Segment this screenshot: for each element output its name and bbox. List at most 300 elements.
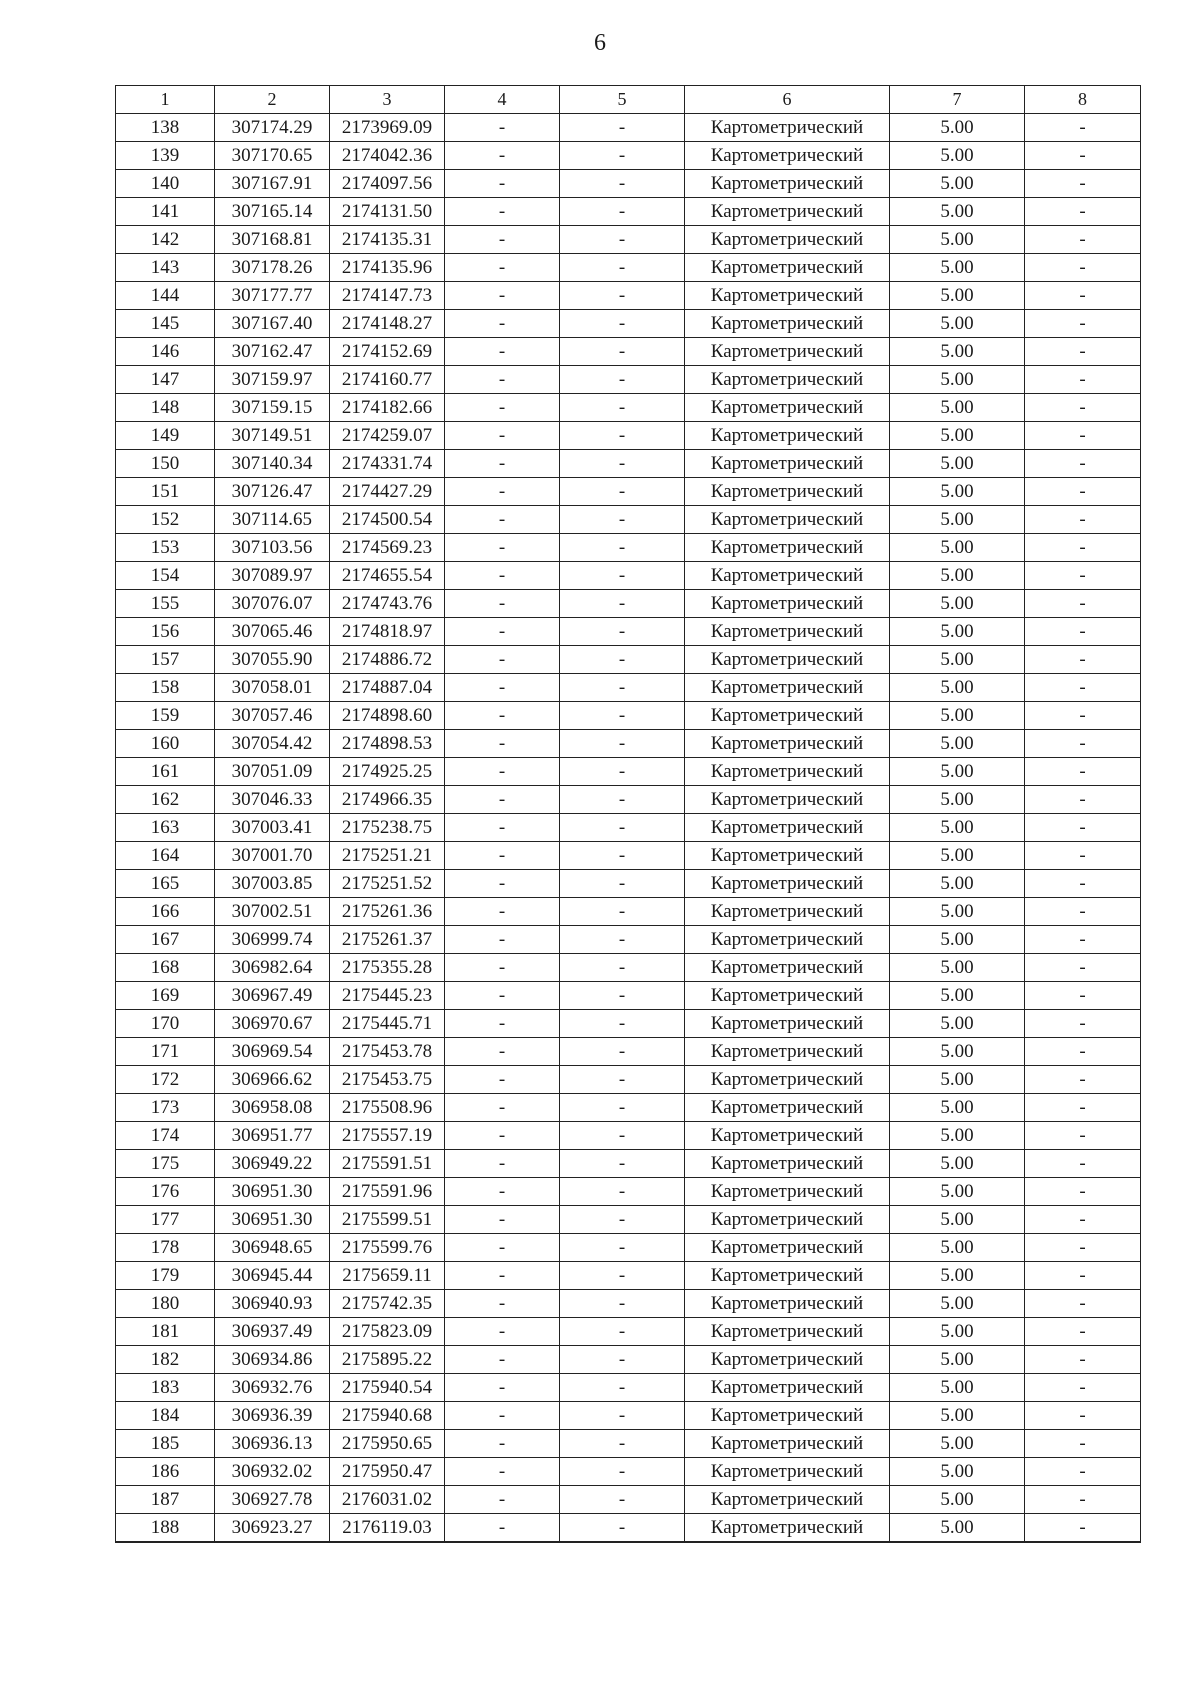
col4-value-cell: - <box>445 562 560 590</box>
col8-value-cell: - <box>1025 982 1141 1010</box>
x-coordinate-cell: 306945.44 <box>215 1262 330 1290</box>
accuracy-cell: 5.00 <box>890 1122 1025 1150</box>
col4-value-cell: - <box>445 1318 560 1346</box>
x-coordinate-cell: 307057.46 <box>215 702 330 730</box>
col4-value-cell: - <box>445 142 560 170</box>
table-row <box>116 422 1141 450</box>
point-number-cell: 177 <box>116 1206 215 1234</box>
method-cell: Картометрический <box>685 254 890 282</box>
table-row <box>116 478 1141 506</box>
x-coordinate-cell: 307165.14 <box>215 198 330 226</box>
point-number-cell: 157 <box>116 646 215 674</box>
col5-value-cell: - <box>560 170 685 198</box>
point-number-cell: 170 <box>116 1010 215 1038</box>
col4-value-cell: - <box>445 1262 560 1290</box>
col8-value-cell: - <box>1025 1094 1141 1122</box>
table-row <box>116 1038 1141 1066</box>
col8-value-cell: - <box>1025 534 1141 562</box>
y-coordinate-cell: 2175950.47 <box>330 1458 445 1486</box>
method-cell: Картометрический <box>685 898 890 926</box>
col8-value-cell: - <box>1025 758 1141 786</box>
col8-value-cell: - <box>1025 1514 1141 1543</box>
x-coordinate-cell: 306958.08 <box>215 1094 330 1122</box>
col4-value-cell: - <box>445 618 560 646</box>
point-number-cell: 172 <box>116 1066 215 1094</box>
column-header: 3 <box>330 86 445 114</box>
col5-value-cell: - <box>560 1318 685 1346</box>
col8-value-cell: - <box>1025 618 1141 646</box>
x-coordinate-cell: 307149.51 <box>215 422 330 450</box>
method-cell: Картометрический <box>685 338 890 366</box>
table-row <box>116 1206 1141 1234</box>
col8-value-cell: - <box>1025 1206 1141 1234</box>
col8-value-cell: - <box>1025 1234 1141 1262</box>
table-row <box>116 1318 1141 1346</box>
method-cell: Картометрический <box>685 618 890 646</box>
method-cell: Картометрический <box>685 870 890 898</box>
col5-value-cell: - <box>560 1066 685 1094</box>
y-coordinate-cell: 2174655.54 <box>330 562 445 590</box>
y-coordinate-cell: 2175251.52 <box>330 870 445 898</box>
col4-value-cell: - <box>445 898 560 926</box>
accuracy-cell: 5.00 <box>890 1514 1025 1543</box>
col5-value-cell: - <box>560 730 685 758</box>
point-number-cell: 168 <box>116 954 215 982</box>
col5-value-cell: - <box>560 1374 685 1402</box>
col5-value-cell: - <box>560 786 685 814</box>
accuracy-cell: 5.00 <box>890 394 1025 422</box>
point-number-cell: 156 <box>116 618 215 646</box>
table-row <box>116 898 1141 926</box>
y-coordinate-cell: 2175599.76 <box>330 1234 445 1262</box>
point-number-cell: 163 <box>116 814 215 842</box>
table-row <box>116 730 1141 758</box>
y-coordinate-cell: 2175355.28 <box>330 954 445 982</box>
y-coordinate-cell: 2174966.35 <box>330 786 445 814</box>
x-coordinate-cell: 306936.39 <box>215 1402 330 1430</box>
x-coordinate-cell: 306940.93 <box>215 1290 330 1318</box>
table-row <box>116 366 1141 394</box>
table-row <box>116 1486 1141 1514</box>
point-number-cell: 185 <box>116 1430 215 1458</box>
accuracy-cell: 5.00 <box>890 898 1025 926</box>
accuracy-cell: 5.00 <box>890 1206 1025 1234</box>
col5-value-cell: - <box>560 646 685 674</box>
method-cell: Картометрический <box>685 506 890 534</box>
method-cell: Картометрический <box>685 170 890 198</box>
y-coordinate-cell: 2174743.76 <box>330 590 445 618</box>
accuracy-cell: 5.00 <box>890 1346 1025 1374</box>
y-coordinate-cell: 2174042.36 <box>330 142 445 170</box>
table-header <box>116 86 1141 114</box>
method-cell: Картометрический <box>685 1374 890 1402</box>
accuracy-cell: 5.00 <box>890 1486 1025 1514</box>
col4-value-cell: - <box>445 730 560 758</box>
col4-value-cell: - <box>445 702 560 730</box>
table-row <box>116 926 1141 954</box>
y-coordinate-cell: 2174818.97 <box>330 618 445 646</box>
col5-value-cell: - <box>560 814 685 842</box>
accuracy-cell: 5.00 <box>890 1374 1025 1402</box>
y-coordinate-cell: 2175591.96 <box>330 1178 445 1206</box>
x-coordinate-cell: 307089.97 <box>215 562 330 590</box>
point-number-cell: 145 <box>116 310 215 338</box>
table-row <box>116 758 1141 786</box>
accuracy-cell: 5.00 <box>890 1234 1025 1262</box>
col8-value-cell: - <box>1025 450 1141 478</box>
x-coordinate-cell: 306934.86 <box>215 1346 330 1374</box>
col8-value-cell: - <box>1025 1290 1141 1318</box>
col5-value-cell: - <box>560 1122 685 1150</box>
col4-value-cell: - <box>445 310 560 338</box>
col5-value-cell: - <box>560 1430 685 1458</box>
accuracy-cell: 5.00 <box>890 254 1025 282</box>
method-cell: Картометрический <box>685 1430 890 1458</box>
method-cell: Картометрический <box>685 842 890 870</box>
method-cell: Картометрический <box>685 758 890 786</box>
accuracy-cell: 5.00 <box>890 842 1025 870</box>
col5-value-cell: - <box>560 450 685 478</box>
col8-value-cell: - <box>1025 786 1141 814</box>
accuracy-cell: 5.00 <box>890 702 1025 730</box>
y-coordinate-cell: 2174131.50 <box>330 198 445 226</box>
y-coordinate-cell: 2175238.75 <box>330 814 445 842</box>
point-number-cell: 144 <box>116 282 215 310</box>
y-coordinate-cell: 2175508.96 <box>330 1094 445 1122</box>
x-coordinate-cell: 307170.65 <box>215 142 330 170</box>
col5-value-cell: - <box>560 114 685 142</box>
point-number-cell: 169 <box>116 982 215 1010</box>
col5-value-cell: - <box>560 618 685 646</box>
table-row <box>116 1374 1141 1402</box>
col4-value-cell: - <box>445 842 560 870</box>
x-coordinate-cell: 307065.46 <box>215 618 330 646</box>
col8-value-cell: - <box>1025 870 1141 898</box>
col8-value-cell: - <box>1025 562 1141 590</box>
col5-value-cell: - <box>560 506 685 534</box>
y-coordinate-cell: 2174259.07 <box>330 422 445 450</box>
method-cell: Картометрический <box>685 1514 890 1543</box>
method-cell: Картометрический <box>685 310 890 338</box>
y-coordinate-cell: 2174898.60 <box>330 702 445 730</box>
col4-value-cell: - <box>445 1458 560 1486</box>
accuracy-cell: 5.00 <box>890 730 1025 758</box>
col5-value-cell: - <box>560 1010 685 1038</box>
accuracy-cell: 5.00 <box>890 1458 1025 1486</box>
column-header: 8 <box>1025 86 1141 114</box>
accuracy-cell: 5.00 <box>890 674 1025 702</box>
y-coordinate-cell: 2176031.02 <box>330 1486 445 1514</box>
x-coordinate-cell: 306966.62 <box>215 1066 330 1094</box>
col4-value-cell: - <box>445 254 560 282</box>
accuracy-cell: 5.00 <box>890 646 1025 674</box>
page-number: 6 <box>594 30 606 56</box>
method-cell: Картометрический <box>685 366 890 394</box>
point-number-cell: 187 <box>116 1486 215 1514</box>
table-row <box>116 618 1141 646</box>
col4-value-cell: - <box>445 982 560 1010</box>
point-number-cell: 171 <box>116 1038 215 1066</box>
col5-value-cell: - <box>560 590 685 618</box>
col4-value-cell: - <box>445 478 560 506</box>
method-cell: Картометрический <box>685 646 890 674</box>
col5-value-cell: - <box>560 1514 685 1543</box>
table-row <box>116 310 1141 338</box>
table-row <box>116 842 1141 870</box>
column-header: 4 <box>445 86 560 114</box>
col4-value-cell: - <box>445 814 560 842</box>
table-row <box>116 338 1141 366</box>
col4-value-cell: - <box>445 534 560 562</box>
x-coordinate-cell: 307126.47 <box>215 478 330 506</box>
point-number-cell: 149 <box>116 422 215 450</box>
col4-value-cell: - <box>445 170 560 198</box>
col5-value-cell: - <box>560 282 685 310</box>
table-body <box>116 114 1141 1543</box>
point-number-cell: 183 <box>116 1374 215 1402</box>
col4-value-cell: - <box>445 786 560 814</box>
x-coordinate-cell: 307167.91 <box>215 170 330 198</box>
accuracy-cell: 5.00 <box>890 1066 1025 1094</box>
col5-value-cell: - <box>560 198 685 226</box>
table-row <box>116 1290 1141 1318</box>
x-coordinate-cell: 307003.85 <box>215 870 330 898</box>
accuracy-cell: 5.00 <box>890 366 1025 394</box>
col8-value-cell: - <box>1025 338 1141 366</box>
col4-value-cell: - <box>445 1122 560 1150</box>
x-coordinate-cell: 307055.90 <box>215 646 330 674</box>
y-coordinate-cell: 2174427.29 <box>330 478 445 506</box>
table-row <box>116 394 1141 422</box>
y-coordinate-cell: 2174925.25 <box>330 758 445 786</box>
col5-value-cell: - <box>560 1486 685 1514</box>
col4-value-cell: - <box>445 758 560 786</box>
y-coordinate-cell: 2174500.54 <box>330 506 445 534</box>
y-coordinate-cell: 2174569.23 <box>330 534 445 562</box>
x-coordinate-cell: 307058.01 <box>215 674 330 702</box>
accuracy-cell: 5.00 <box>890 1094 1025 1122</box>
method-cell: Картометрический <box>685 1010 890 1038</box>
accuracy-cell: 5.00 <box>890 1262 1025 1290</box>
point-number-cell: 178 <box>116 1234 215 1262</box>
method-cell: Картометрический <box>685 702 890 730</box>
col8-value-cell: - <box>1025 506 1141 534</box>
point-number-cell: 166 <box>116 898 215 926</box>
col8-value-cell: - <box>1025 254 1141 282</box>
column-header: 6 <box>685 86 890 114</box>
table-row <box>116 1066 1141 1094</box>
y-coordinate-cell: 2174148.27 <box>330 310 445 338</box>
col8-value-cell: - <box>1025 730 1141 758</box>
col8-value-cell: - <box>1025 114 1141 142</box>
col8-value-cell: - <box>1025 1374 1141 1402</box>
table-row <box>116 534 1141 562</box>
x-coordinate-cell: 306951.30 <box>215 1178 330 1206</box>
col4-value-cell: - <box>445 1430 560 1458</box>
y-coordinate-cell: 2175261.36 <box>330 898 445 926</box>
header-row <box>116 86 1141 114</box>
col4-value-cell: - <box>445 1066 560 1094</box>
point-number-cell: 153 <box>116 534 215 562</box>
col8-value-cell: - <box>1025 926 1141 954</box>
table-row <box>116 814 1141 842</box>
x-coordinate-cell: 307177.77 <box>215 282 330 310</box>
accuracy-cell: 5.00 <box>890 1402 1025 1430</box>
point-number-cell: 160 <box>116 730 215 758</box>
x-coordinate-cell: 307114.65 <box>215 506 330 534</box>
col8-value-cell: - <box>1025 1122 1141 1150</box>
table-row <box>116 198 1141 226</box>
y-coordinate-cell: 2174886.72 <box>330 646 445 674</box>
y-coordinate-cell: 2174331.74 <box>330 450 445 478</box>
col5-value-cell: - <box>560 1346 685 1374</box>
table-row <box>116 506 1141 534</box>
point-number-cell: 139 <box>116 142 215 170</box>
col5-value-cell: - <box>560 394 685 422</box>
x-coordinate-cell: 306937.49 <box>215 1318 330 1346</box>
x-coordinate-cell: 306982.64 <box>215 954 330 982</box>
x-coordinate-cell: 307076.07 <box>215 590 330 618</box>
table-row <box>116 450 1141 478</box>
table-row <box>116 282 1141 310</box>
point-number-cell: 182 <box>116 1346 215 1374</box>
x-coordinate-cell: 306970.67 <box>215 1010 330 1038</box>
col8-value-cell: - <box>1025 842 1141 870</box>
point-number-cell: 175 <box>116 1150 215 1178</box>
x-coordinate-cell: 306951.77 <box>215 1122 330 1150</box>
point-number-cell: 146 <box>116 338 215 366</box>
method-cell: Картометрический <box>685 814 890 842</box>
col8-value-cell: - <box>1025 1066 1141 1094</box>
col5-value-cell: - <box>560 1262 685 1290</box>
col8-value-cell: - <box>1025 478 1141 506</box>
col5-value-cell: - <box>560 1038 685 1066</box>
col8-value-cell: - <box>1025 198 1141 226</box>
x-coordinate-cell: 306936.13 <box>215 1430 330 1458</box>
x-coordinate-cell: 307003.41 <box>215 814 330 842</box>
col4-value-cell: - <box>445 1038 560 1066</box>
point-number-cell: 155 <box>116 590 215 618</box>
col5-value-cell: - <box>560 338 685 366</box>
table-row <box>116 562 1141 590</box>
method-cell: Картометрический <box>685 730 890 758</box>
method-cell: Картометрический <box>685 114 890 142</box>
col8-value-cell: - <box>1025 422 1141 450</box>
col4-value-cell: - <box>445 1486 560 1514</box>
y-coordinate-cell: 2174160.77 <box>330 366 445 394</box>
point-number-cell: 148 <box>116 394 215 422</box>
x-coordinate-cell: 306923.27 <box>215 1514 330 1543</box>
y-coordinate-cell: 2174097.56 <box>330 170 445 198</box>
point-number-cell: 142 <box>116 226 215 254</box>
accuracy-cell: 5.00 <box>890 1010 1025 1038</box>
y-coordinate-cell: 2174147.73 <box>330 282 445 310</box>
table-row <box>116 1094 1141 1122</box>
method-cell: Картометрический <box>685 1066 890 1094</box>
col5-value-cell: - <box>560 422 685 450</box>
point-number-cell: 138 <box>116 114 215 142</box>
method-cell: Картометрический <box>685 1038 890 1066</box>
method-cell: Картометрический <box>685 422 890 450</box>
method-cell: Картометрический <box>685 674 890 702</box>
col5-value-cell: - <box>560 842 685 870</box>
x-coordinate-cell: 306927.78 <box>215 1486 330 1514</box>
col8-value-cell: - <box>1025 1402 1141 1430</box>
col4-value-cell: - <box>445 1346 560 1374</box>
point-number-cell: 173 <box>116 1094 215 1122</box>
col8-value-cell: - <box>1025 814 1141 842</box>
method-cell: Картометрический <box>685 394 890 422</box>
x-coordinate-cell: 307046.33 <box>215 786 330 814</box>
method-cell: Картометрический <box>685 450 890 478</box>
method-cell: Картометрический <box>685 226 890 254</box>
accuracy-cell: 5.00 <box>890 1178 1025 1206</box>
col5-value-cell: - <box>560 926 685 954</box>
x-coordinate-cell: 307054.42 <box>215 730 330 758</box>
col5-value-cell: - <box>560 982 685 1010</box>
col4-value-cell: - <box>445 1206 560 1234</box>
point-number-cell: 159 <box>116 702 215 730</box>
x-coordinate-cell: 307103.56 <box>215 534 330 562</box>
point-number-cell: 184 <box>116 1402 215 1430</box>
table-row <box>116 1262 1141 1290</box>
point-number-cell: 140 <box>116 170 215 198</box>
table-row <box>116 954 1141 982</box>
table-row <box>116 254 1141 282</box>
accuracy-cell: 5.00 <box>890 786 1025 814</box>
y-coordinate-cell: 2174887.04 <box>330 674 445 702</box>
x-coordinate-cell: 307168.81 <box>215 226 330 254</box>
accuracy-cell: 5.00 <box>890 422 1025 450</box>
method-cell: Картометрический <box>685 1458 890 1486</box>
table-row <box>116 1458 1141 1486</box>
col8-value-cell: - <box>1025 310 1141 338</box>
col8-value-cell: - <box>1025 1318 1141 1346</box>
method-cell: Картометрический <box>685 1402 890 1430</box>
table-row <box>116 1010 1141 1038</box>
accuracy-cell: 5.00 <box>890 534 1025 562</box>
accuracy-cell: 5.00 <box>890 478 1025 506</box>
method-cell: Картометрический <box>685 954 890 982</box>
x-coordinate-cell: 307167.40 <box>215 310 330 338</box>
point-number-cell: 181 <box>116 1318 215 1346</box>
method-cell: Картометрический <box>685 478 890 506</box>
col4-value-cell: - <box>445 590 560 618</box>
point-number-cell: 167 <box>116 926 215 954</box>
table-row <box>116 170 1141 198</box>
point-number-cell: 188 <box>116 1514 215 1543</box>
x-coordinate-cell: 307159.15 <box>215 394 330 422</box>
col5-value-cell: - <box>560 758 685 786</box>
method-cell: Картометрический <box>685 1094 890 1122</box>
method-cell: Картометрический <box>685 1262 890 1290</box>
point-number-cell: 186 <box>116 1458 215 1486</box>
accuracy-cell: 5.00 <box>890 142 1025 170</box>
table-row <box>116 1122 1141 1150</box>
col5-value-cell: - <box>560 366 685 394</box>
accuracy-cell: 5.00 <box>890 226 1025 254</box>
y-coordinate-cell: 2174135.96 <box>330 254 445 282</box>
col5-value-cell: - <box>560 898 685 926</box>
col4-value-cell: - <box>445 394 560 422</box>
x-coordinate-cell: 306948.65 <box>215 1234 330 1262</box>
method-cell: Картометрический <box>685 786 890 814</box>
y-coordinate-cell: 2175251.21 <box>330 842 445 870</box>
point-number-cell: 164 <box>116 842 215 870</box>
col5-value-cell: - <box>560 226 685 254</box>
col5-value-cell: - <box>560 478 685 506</box>
accuracy-cell: 5.00 <box>890 1038 1025 1066</box>
